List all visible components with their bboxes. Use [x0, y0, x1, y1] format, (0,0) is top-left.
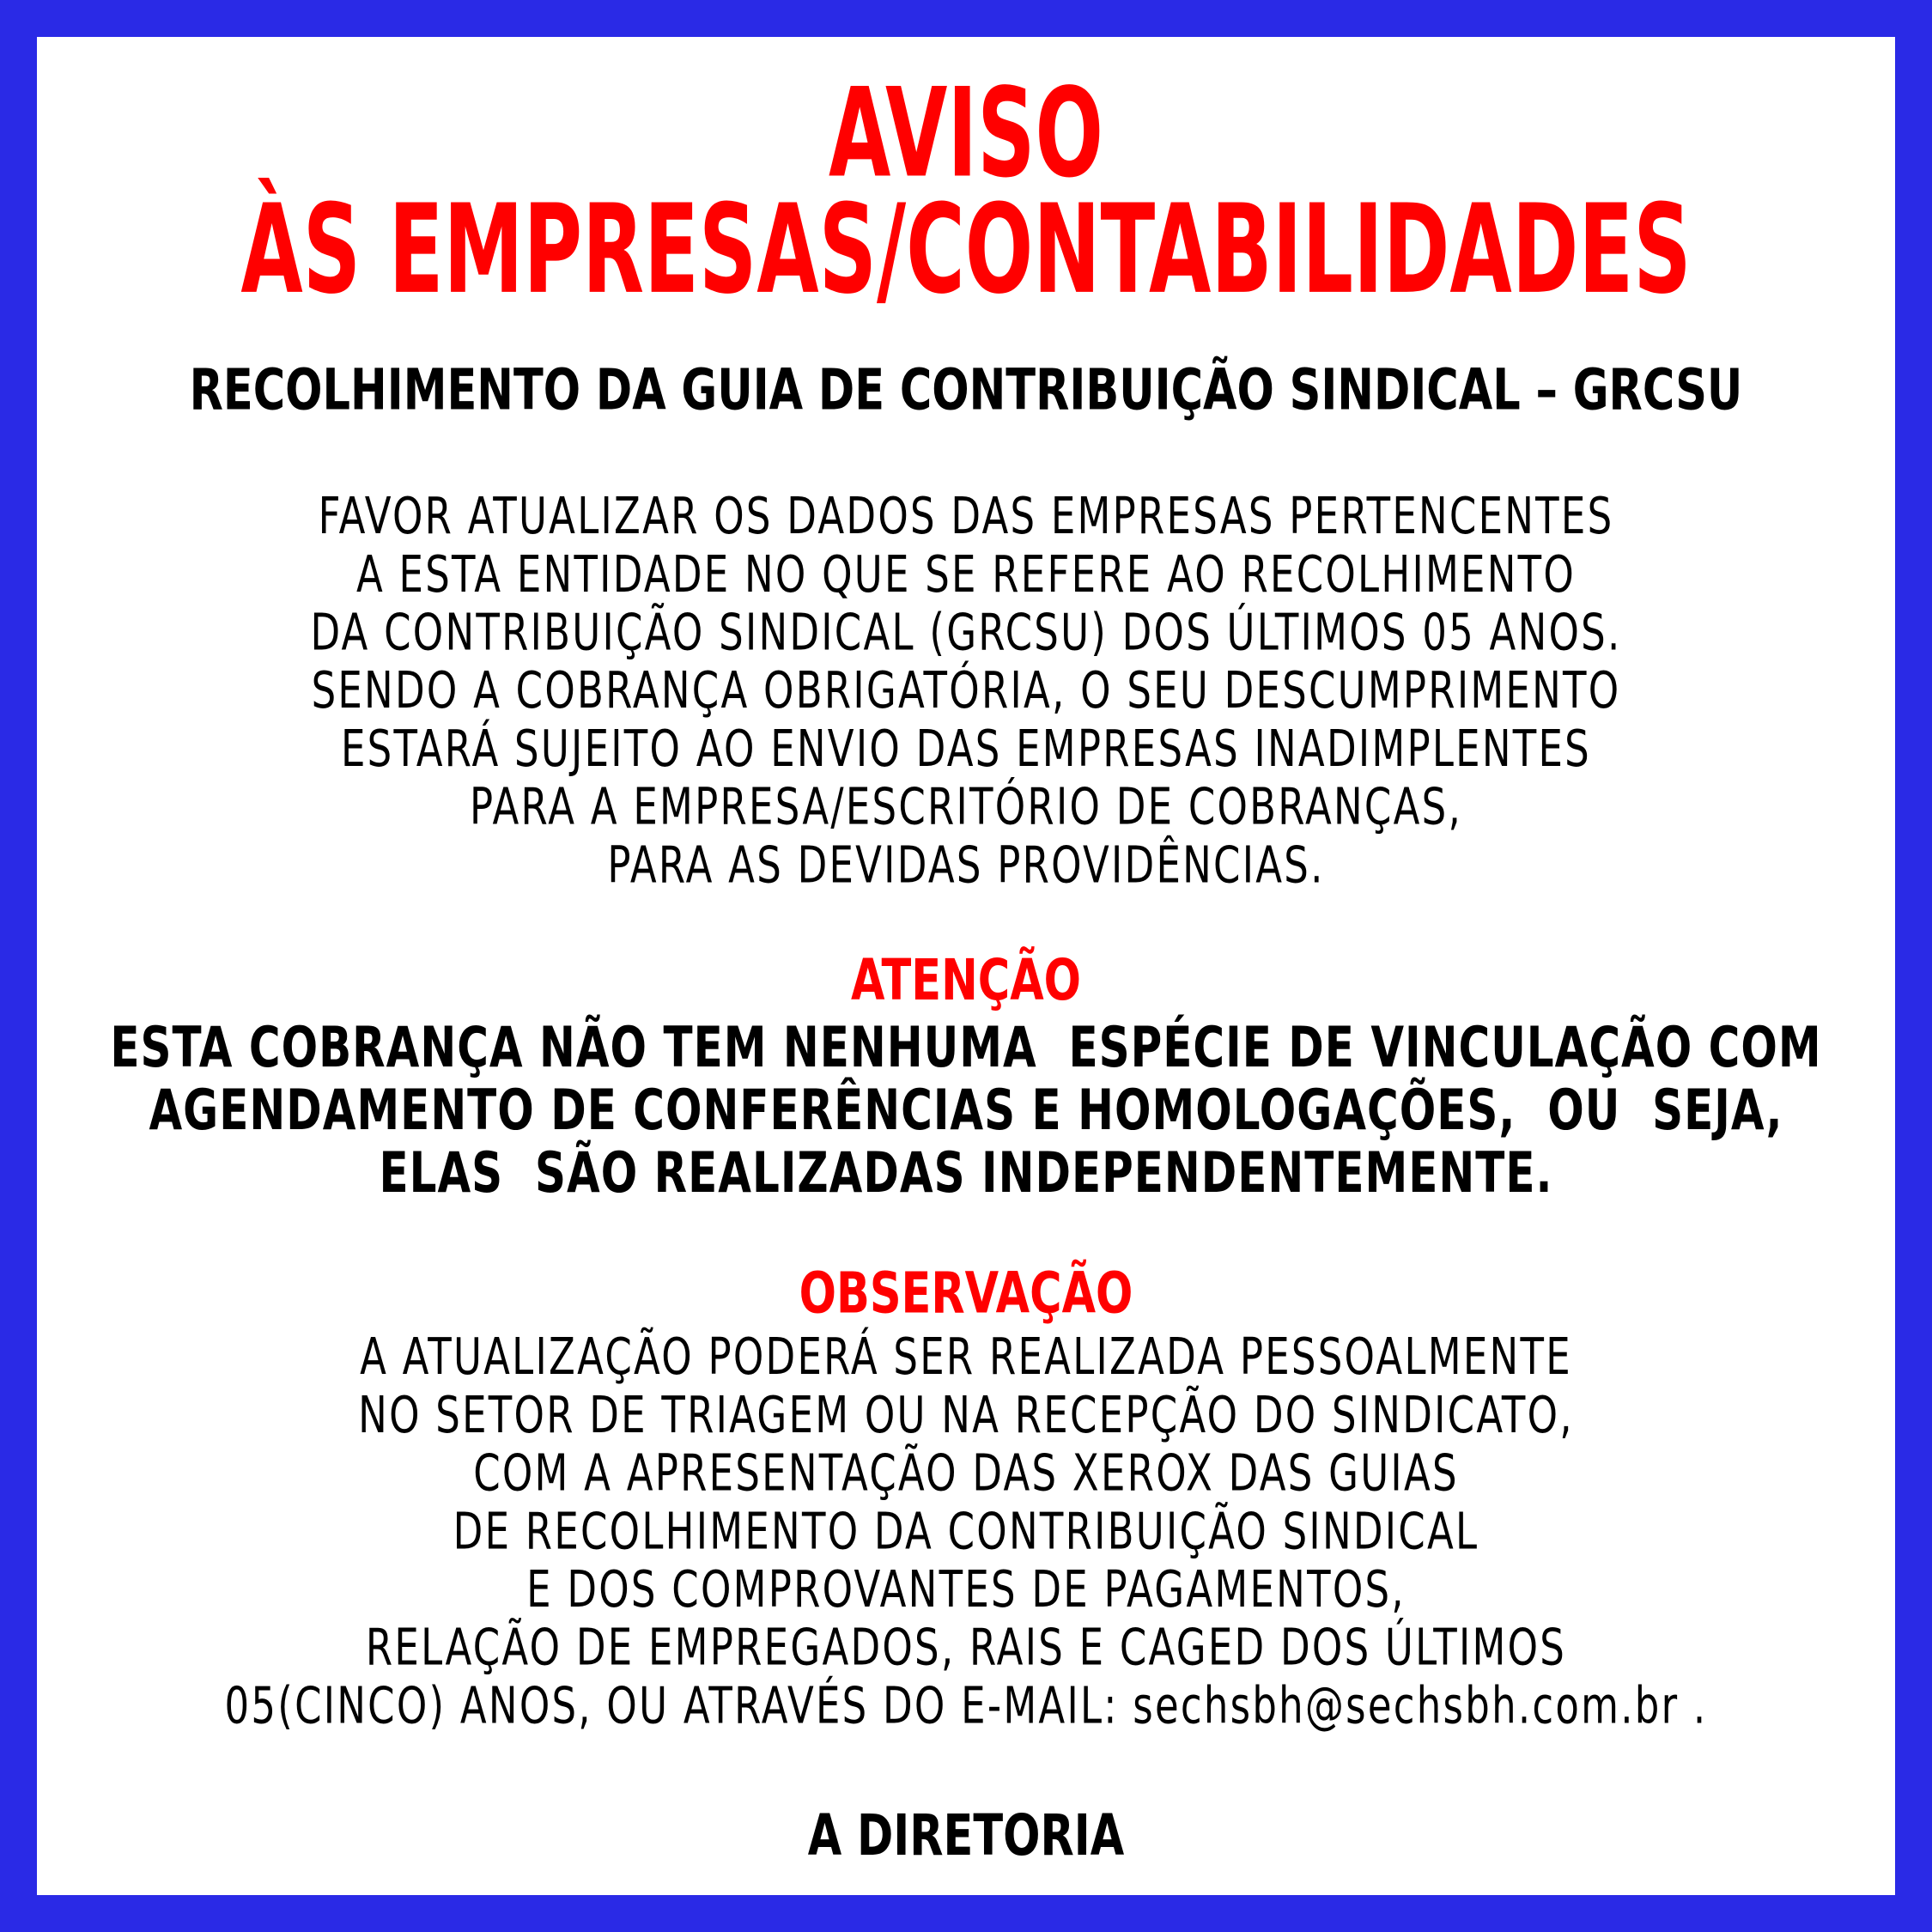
notice-title-line-1: AVISO [829, 61, 1103, 205]
notice-body-line: PARA AS DEVIDAS PROVIDÊNCIAS. [607, 835, 1325, 895]
signature: A DIRETORIA [807, 1803, 1125, 1869]
attention-line: AGENDAMENTO DE CONFERÊNCIAS E HOMOLOGAÇÕES, OU SEJA, [149, 1078, 1783, 1143]
attention-paragraph [37, 1017, 1895, 1205]
notice-body-line: SENDO A COBRANÇA OBRIGATÓRIA, O SEU DESCUMPRIMENTO [311, 660, 1621, 720]
attention-line: ELAS SÃO REALIZADAS INDEPENDENTEMENTE. [379, 1140, 1553, 1206]
notice-body-line: PARA A EMPRESA/ESCRITÓRIO DE COBRANÇAS, [469, 776, 1463, 836]
notice-title-line-2: ÀS EMPRESAS/CONTABILIDADES [240, 178, 1692, 321]
notice-body-line: A ESTA ENTIDADE NO QUE SE REFERE AO RECOLHIMENTO [355, 544, 1577, 605]
notice-subject: RECOLHIMENTO DA GUIA DE CONTRIBUIÇÃO SINDICAL – GRCSU [189, 357, 1743, 424]
observation-paragraph [37, 1328, 1895, 1735]
observation-line: A ATUALIZAÇÃO PODERÁ SER REALIZADA PESSOALMENTE [360, 1327, 1572, 1387]
notice-body-line: ESTARÁ SUJEITO AO ENVIO DAS EMPRESAS INADIMPLENTES [341, 719, 1591, 779]
observation-line: E DOS COMPROVANTES DE PAGAMENTOS, [526, 1559, 1406, 1619]
observation-line: NO SETOR DE TRIAGEM OU NA RECEPÇÃO DO SINDICATO, [358, 1385, 1574, 1445]
notice-body-line: DA CONTRIBUIÇÃO SINDICAL (GRCSU) DOS ÚLTIMOS 05 ANOS. [310, 602, 1622, 662]
notice-sheet [37, 37, 1895, 1895]
notice-body-paragraph [37, 488, 1895, 895]
observation-line: DE RECOLHIMENTO DA CONTRIBUIÇÃO SINDICAL [453, 1501, 1479, 1561]
observation-line: COM A APRESENTAÇÃO DAS XEROX DAS GUIAS [473, 1443, 1459, 1503]
observation-line: RELAÇÃO DE EMPREGADOS, RAIS E CAGED DOS ÚLTIMOS [365, 1618, 1567, 1678]
attention-heading: ATENÇÃO [850, 948, 1082, 1014]
observation-heading: OBSERVAÇÃO [799, 1261, 1133, 1327]
notice-body-line: FAVOR ATUALIZAR OS DADOS DAS EMPRESAS PERTENCENTES [318, 486, 1614, 546]
observation-line: 05(CINCO) ANOS, OU ATRAVÉS DO E-MAIL: sechsbh@sechsbh.com.br . [224, 1675, 1708, 1735]
attention-line: ESTA COBRANÇA NÃO TEM NENHUMA ESPÉCIE DE VINCULAÇÃO COM [110, 1015, 1822, 1080]
notice-content [37, 37, 1895, 1868]
notice-title [37, 37, 1895, 321]
